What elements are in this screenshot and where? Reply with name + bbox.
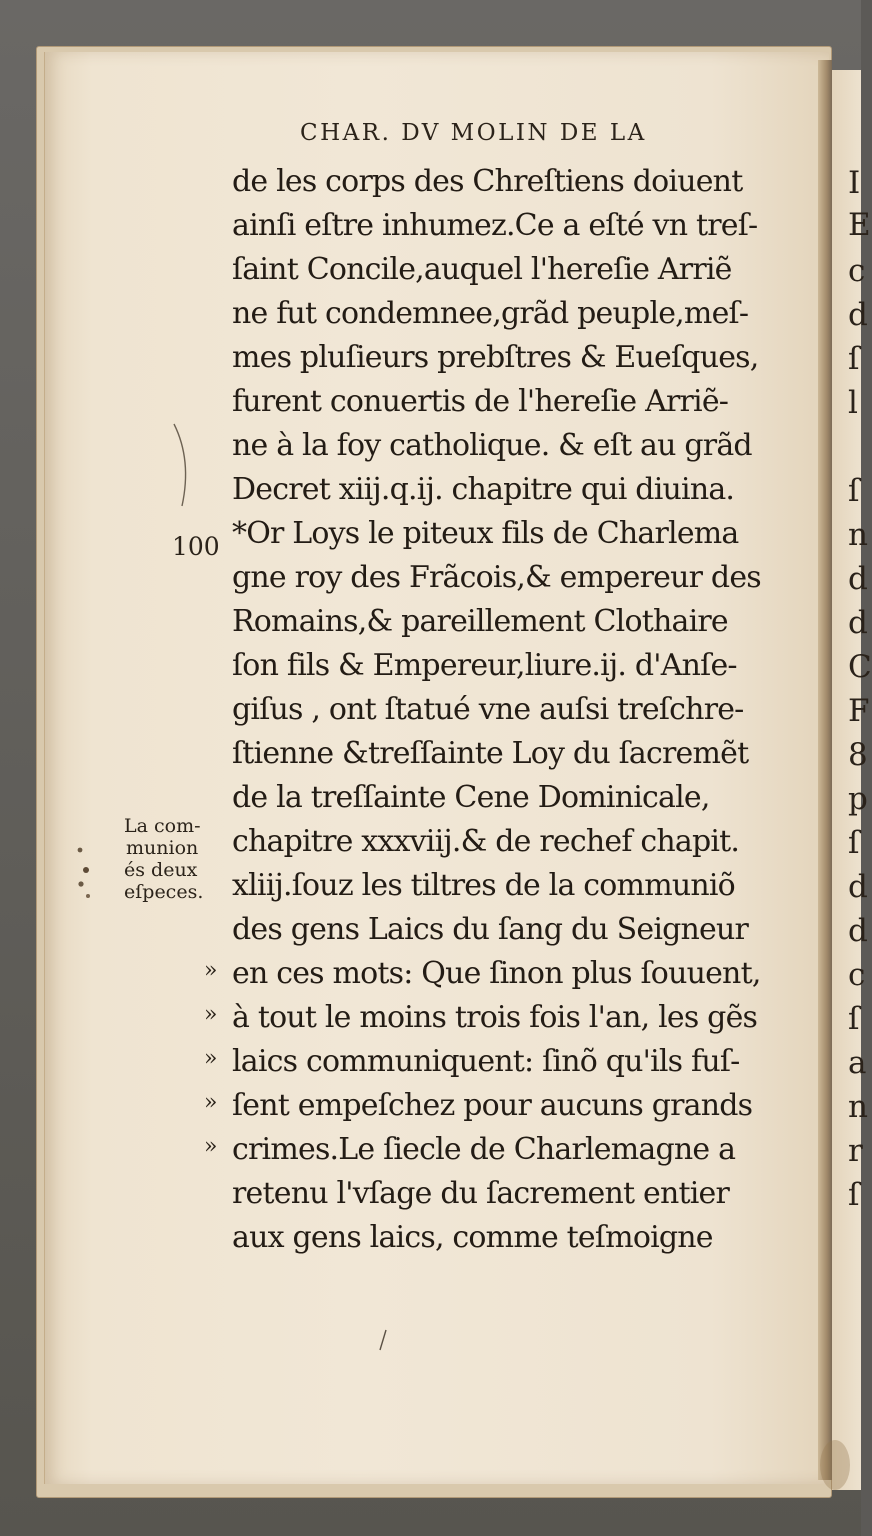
- text-line: laics communiquent: ſinõ qu'ils fuſ-: [232, 1044, 740, 1079]
- margin-note-line: eſpeces.: [124, 881, 204, 903]
- facing-page-letter: n: [848, 1089, 868, 1125]
- quotation-mark: »: [204, 958, 218, 983]
- text-line: des gens Laics du ſang du Seigneur: [232, 912, 749, 947]
- facing-page-letter: d: [848, 913, 868, 949]
- facing-page-letter: ſ: [848, 825, 860, 861]
- text-line: mes pluſieurs prebſtres & Eueſques,: [232, 340, 759, 375]
- facing-page-letter: d: [848, 561, 868, 597]
- text-line: giſus , ont ſtatué vne auſsi treſchre-: [232, 692, 744, 727]
- facing-page-edge: [832, 70, 872, 1490]
- quotation-mark: »: [204, 1090, 218, 1115]
- margin-note-line: La com-: [124, 815, 201, 837]
- margin-note-line: munion: [126, 837, 199, 859]
- facing-page-letter: p: [848, 781, 868, 817]
- ink-blot-mark: [70, 840, 100, 910]
- text-line: chapitre xxxviij.& de rechef chapit.: [232, 824, 740, 859]
- text-line: retenu l'vſage du ſacrement entier: [232, 1176, 730, 1211]
- facing-page-letter: d: [848, 605, 868, 641]
- quotation-mark: »: [204, 1002, 218, 1027]
- facing-page-letter: 8: [848, 737, 868, 773]
- text-line: ne fut condemnee,grãd peuple,meſ-: [232, 296, 749, 331]
- facing-page-letter: a: [848, 1045, 867, 1081]
- text-line: xliij.ſouz les tiltres de la communiõ: [232, 868, 735, 903]
- pencil-bracket-mark: [170, 420, 200, 510]
- facing-page-letter: ſ: [848, 341, 860, 377]
- text-line: ne à la foy catholique. & eſt au grãd: [232, 428, 752, 463]
- text-line: gne roy des Frãcois,& empereur des: [232, 560, 761, 595]
- text-line: de les corps des Chreſtiens doiuent: [232, 164, 743, 199]
- text-line: à tout le moins trois fois l'an, les gẽs: [232, 1000, 758, 1035]
- text-line: ainſi eſtre inhumez.Ce a eſté vn treſ-: [232, 208, 758, 243]
- facing-page-letter: n: [848, 517, 868, 553]
- facing-page-letter: C: [848, 649, 872, 685]
- text-line: aux gens laics, comme teſmoigne: [232, 1220, 713, 1255]
- facing-page-letter: d: [848, 869, 868, 905]
- margin-note-line: és deux: [124, 859, 198, 881]
- facing-page-letter: E: [848, 207, 871, 243]
- facing-page-letter: F: [848, 693, 870, 729]
- text-line: crimes.Le ſiecle de Charlemagne a: [232, 1132, 736, 1167]
- facing-page-letter: c: [848, 957, 866, 993]
- facing-page-letter: ſ: [848, 473, 860, 509]
- facing-page-letter: ſ: [848, 1177, 860, 1213]
- pencil-slash-mark: [374, 1328, 394, 1352]
- text-line: furent conuertis de l'hereſie Arriẽ-: [232, 384, 729, 419]
- book-gutter: [818, 60, 832, 1480]
- quotation-mark: »: [204, 1046, 218, 1071]
- text-line: *Or Loys le piteux fils de Charlema: [232, 516, 739, 551]
- text-line: Romains,& pareillement Clothaire: [232, 604, 728, 639]
- page-stain: [820, 1440, 850, 1490]
- facing-page-letter: ſ: [848, 1001, 860, 1037]
- running-head: CHAR. DV MOLIN DE LA: [300, 120, 647, 146]
- facing-page-letter: r: [848, 1133, 863, 1169]
- quotation-mark: »: [204, 1134, 218, 1159]
- text-line: ſon fils & Empereur,liure.ij. d'Anſe-: [232, 648, 737, 683]
- folio-number: 100: [172, 532, 220, 561]
- text-line: ſtienne &treſſainte Loy du ſacremẽt: [232, 736, 749, 771]
- text-line: Decret xiij.q.ij. chapitre qui diuina.: [232, 472, 735, 507]
- text-line: ſaint Concile,auquel l'hereſie Arriẽ: [232, 252, 732, 287]
- facing-page-letter: I: [848, 165, 861, 201]
- text-line: de la treſſainte Cene Dominicale,: [232, 780, 710, 815]
- text-line: en ces mots: Que ſinon plus ſouuent,: [232, 956, 761, 991]
- text-line: ſent empeſchez pour aucuns grands: [232, 1088, 753, 1123]
- facing-page-letter: d: [848, 297, 868, 333]
- facing-page-letter: l: [848, 385, 858, 421]
- facing-page-letter: c: [848, 253, 866, 289]
